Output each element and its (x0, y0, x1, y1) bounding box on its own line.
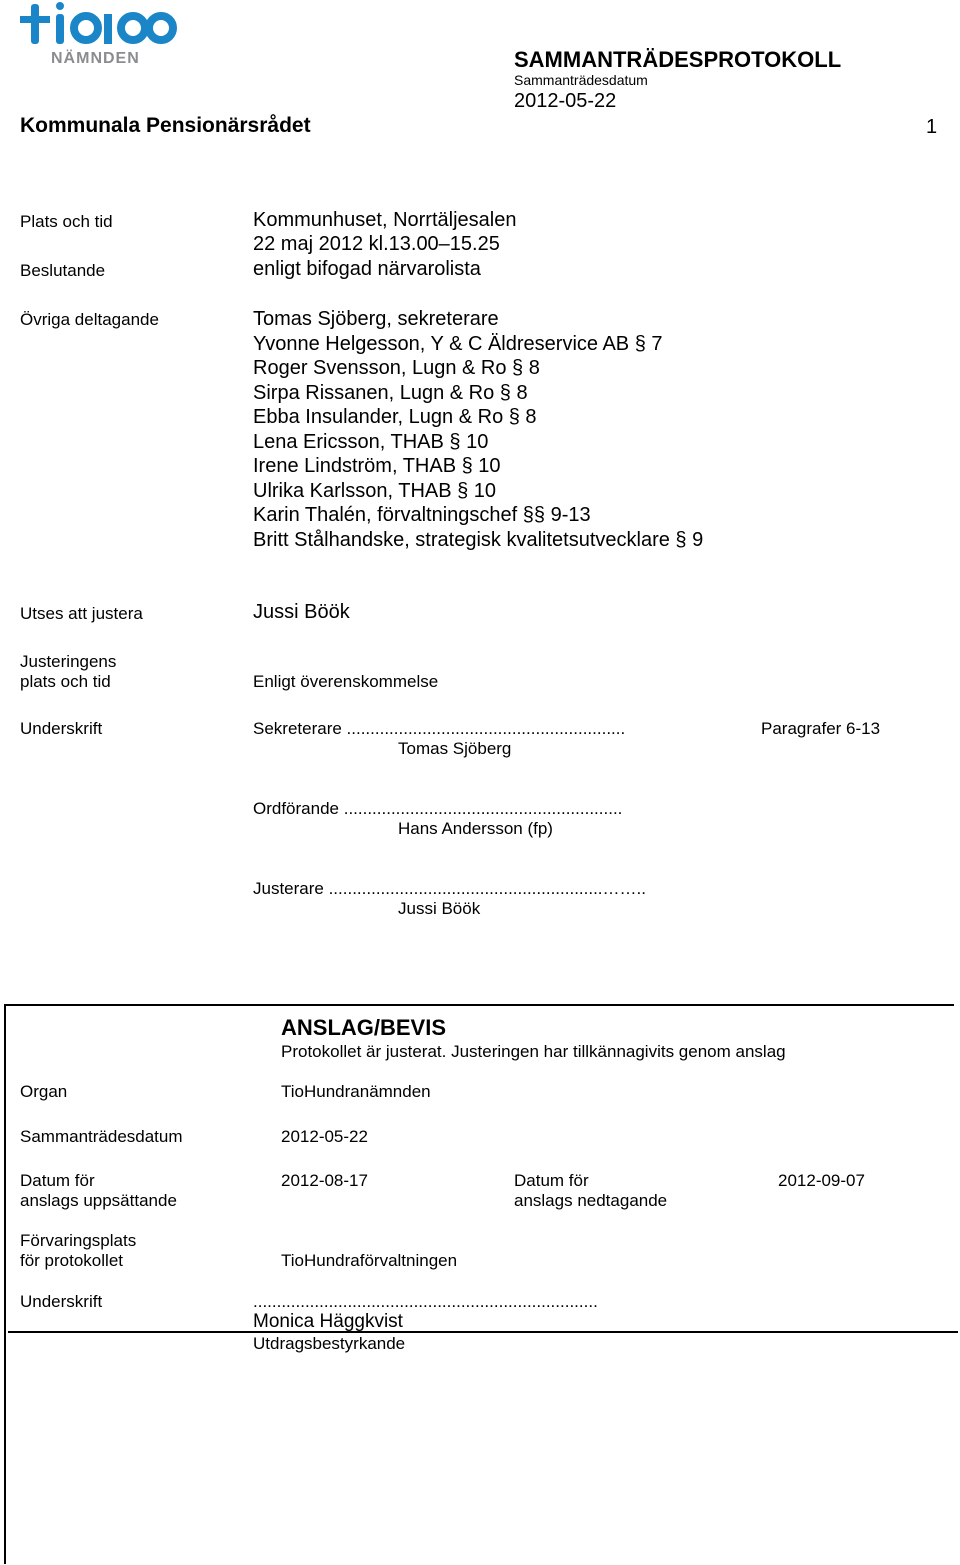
notice-signature-label: Underskrift (20, 1292, 103, 1311)
divider (4, 1004, 954, 1006)
adjust-place-value: Enligt överenskommelse (253, 672, 439, 691)
adjust-label: Utses att justera (20, 604, 143, 623)
removed-label-2: anslags nedtagande (514, 1191, 668, 1210)
notice-signature-role: Utdragsbestyrkande (253, 1334, 406, 1353)
posted-value: 2012-08-17 (281, 1171, 368, 1190)
divider (4, 1004, 6, 1564)
adjust-place-label-1: Justeringens (20, 652, 117, 671)
committee-name: Kommunala Pensionärsrådet (20, 114, 311, 137)
header-date: 2012-05-22 (514, 90, 617, 112)
list-item: Britt Stålhandske, strategisk kvalitetsutvecklare § 9 (253, 528, 704, 551)
deciding-value: enligt bifogad närvarolista (253, 258, 481, 280)
storage-value: TioHundraförvaltningen (281, 1251, 458, 1270)
list-item: Yvonne Helgesson, Y & C Äldreservice AB § 7 (253, 332, 663, 355)
list-item: Sirpa Rissanen, Lugn & Ro § 8 (253, 381, 528, 404)
posted-label-1: Datum för (20, 1171, 95, 1190)
participants-list (253, 307, 703, 552)
notice-title: ANSLAG/BEVIS (281, 1015, 447, 1040)
removed-label-1: Datum för (514, 1171, 589, 1190)
organ-value: TioHundranämnden (281, 1082, 431, 1101)
divider (8, 1331, 958, 1333)
meeting-date-label: Sammanträdesdatum (20, 1127, 183, 1146)
list-item: Lena Ericsson, THAB § 10 (253, 430, 489, 453)
list-item: Roger Svensson, Lugn & Ro § 8 (253, 357, 540, 379)
paragraphs: Paragrafer 6-13 (761, 719, 881, 738)
adjuster-line: Justerare ..........................................................…….. (253, 879, 646, 898)
adjust-value: Jussi Böök (253, 601, 350, 623)
list-item: Karin Thalén, förvaltningschef §§ 9-13 (253, 504, 591, 526)
deciding-label: Beslutande (20, 261, 106, 280)
posted-label-2: anslags uppsättande (20, 1191, 177, 1210)
secretary-line: Sekreterare ........................................................... (253, 719, 626, 738)
place-value: Kommunhuset, Norrtäljesalen (253, 209, 517, 231)
storage-label-1: Förvaringsplats (20, 1231, 137, 1250)
notice-signature-name: Monica Häggkvist (253, 1311, 403, 1332)
chair-name: Hans Andersson (fp) (398, 819, 553, 838)
time-value: 22 maj 2012 kl.13.00–15.25 (253, 233, 500, 255)
signature-label: Underskrift (20, 719, 103, 738)
storage-label-2: för protokollet (20, 1251, 123, 1270)
header-date-label: Sammanträdesdatum (514, 72, 648, 88)
removed-value: 2012-09-07 (778, 1171, 865, 1190)
logo-subtitle: NÄMNDEN (51, 50, 140, 67)
others-label: Övriga deltagande (20, 310, 159, 329)
chair-line: Ordförande ........................................................... (253, 799, 623, 818)
list-item: Irene Lindström, THAB § 10 (253, 455, 501, 477)
notice-signature-dots: ......................................................................... (253, 1292, 598, 1311)
adjust-place-label-2: plats och tid (20, 672, 111, 691)
list-item: Tomas Sjöberg, sekreterare (253, 308, 499, 330)
doc-type: SAMMANTRÄDESPROTOKOLL (514, 47, 842, 72)
secretary-name: Tomas Sjöberg (398, 739, 512, 758)
page-number: 1 (926, 116, 938, 138)
adjuster-name: Jussi Böök (398, 899, 481, 918)
organ-label: Organ (20, 1082, 68, 1101)
place-label: Plats och tid (20, 212, 113, 231)
notice-subtitle: Protokollet är justerat. Justeringen har tillkännagivits genom anslag (281, 1042, 786, 1061)
meeting-date-value: 2012-05-22 (281, 1127, 368, 1146)
list-item: Ebba Insulander, Lugn & Ro § 8 (253, 406, 537, 428)
list-item: Ulrika Karlsson, THAB § 10 (253, 479, 497, 502)
